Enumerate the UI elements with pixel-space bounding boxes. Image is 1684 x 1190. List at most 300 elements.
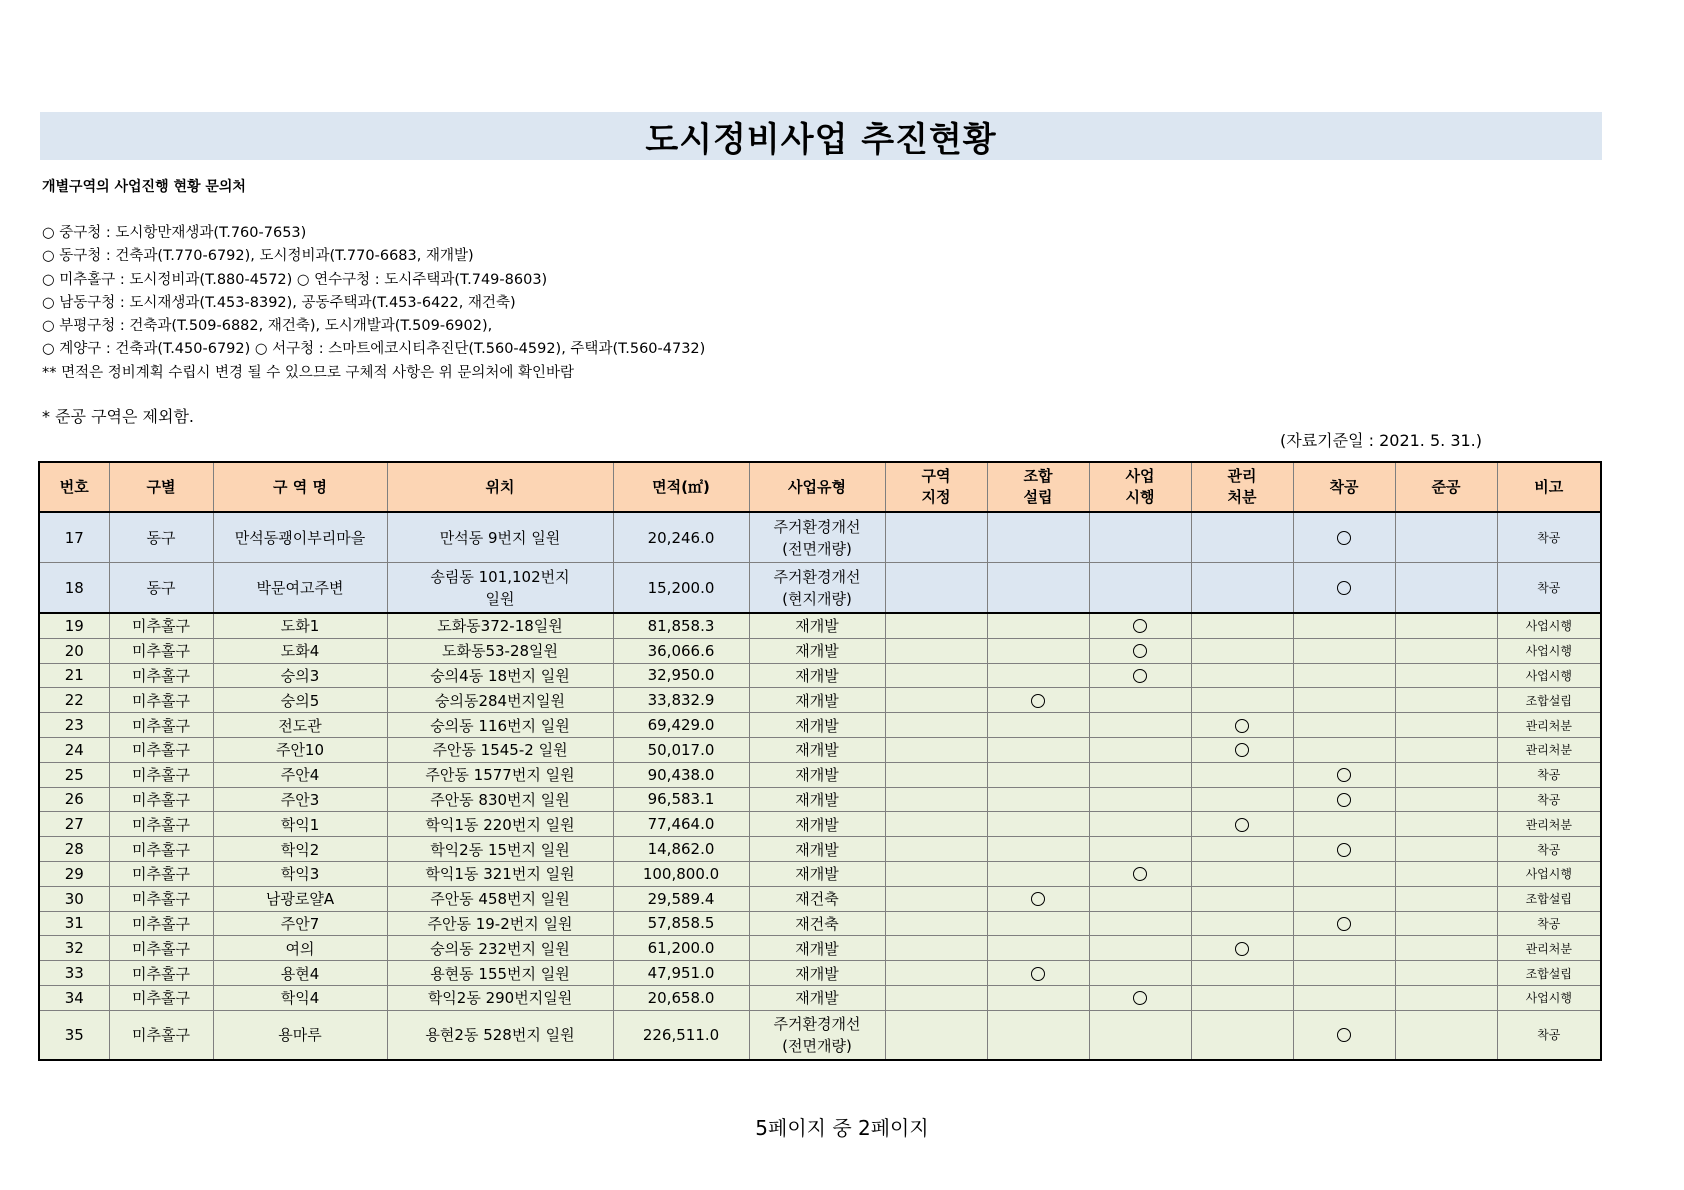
cell-zone-name: 학익3 [213, 861, 387, 886]
cell-remark: 착공 [1497, 837, 1601, 862]
cell-no: 27 [39, 812, 109, 837]
table-row [39, 936, 1601, 961]
cell-stage-1 [885, 512, 987, 563]
cell-district: 미추홀구 [109, 663, 213, 688]
cell-area: 47,951.0 [613, 961, 749, 986]
cell-stage-4 [1191, 812, 1293, 837]
cell-district: 동구 [109, 512, 213, 563]
cell-location: 도화동53-28일원 [387, 638, 613, 663]
cell-type: 재개발 [749, 737, 885, 762]
cell-stage-5 [1293, 638, 1395, 663]
cell-location: 도화동372-18일원 [387, 613, 613, 638]
table-row [39, 512, 1601, 563]
cell-stage-3 [1089, 713, 1191, 738]
cell-stage-2 [987, 812, 1089, 837]
stage-circle-icon [1337, 793, 1351, 807]
cell-zone-name: 학익4 [213, 985, 387, 1010]
cell-stage-5 [1293, 737, 1395, 762]
cell-stage-2 [987, 1010, 1089, 1060]
contact-line: ○ 남동구청 : 도시재생과(T.453-8392), 공동주택과(T.453-6422, 재건축) [42, 294, 516, 311]
cell-stage-6 [1395, 688, 1497, 713]
table-row [39, 1010, 1601, 1060]
table-row [39, 961, 1601, 986]
cell-type: 재개발 [749, 985, 885, 1010]
cell-district: 미추홀구 [109, 936, 213, 961]
header-location: 위치 [387, 462, 613, 512]
cell-no: 26 [39, 787, 109, 812]
stage-circle-icon [1133, 644, 1147, 658]
table-row [39, 713, 1601, 738]
stage-circle-icon [1337, 917, 1351, 931]
cell-location: 숭의4동 18번지 일원 [387, 663, 613, 688]
cell-zone-name: 주안3 [213, 787, 387, 812]
cell-district: 미추홀구 [109, 812, 213, 837]
cell-area: 20,658.0 [613, 985, 749, 1010]
cell-remark: 조합설립 [1497, 688, 1601, 713]
cell-location: 만석동 9번지 일원 [387, 512, 613, 563]
cell-stage-3 [1089, 563, 1191, 614]
stage-circle-icon [1031, 967, 1045, 981]
stage-circle-icon [1337, 843, 1351, 857]
cell-zone-name: 주안4 [213, 762, 387, 787]
cell-location: 주안동 1577번지 일원 [387, 762, 613, 787]
cell-type: 재개발 [749, 837, 885, 862]
cell-district: 미추홀구 [109, 638, 213, 663]
table-row [39, 787, 1601, 812]
cell-zone-name: 여의 [213, 936, 387, 961]
cell-type: 재개발 [749, 663, 885, 688]
cell-type: 재개발 [749, 961, 885, 986]
header-type: 사업유형 [749, 462, 885, 512]
cell-stage-6 [1395, 512, 1497, 563]
cell-stage-3 [1089, 837, 1191, 862]
cell-stage-1 [885, 762, 987, 787]
header-area: 면적(㎡) [613, 462, 749, 512]
cell-zone-name: 학익1 [213, 812, 387, 837]
stage-circle-icon [1337, 768, 1351, 782]
cell-stage-1 [885, 737, 987, 762]
cell-stage-4 [1191, 737, 1293, 762]
cell-no: 32 [39, 936, 109, 961]
cell-no: 19 [39, 613, 109, 638]
cell-district: 미추홀구 [109, 886, 213, 911]
cell-zone-name: 주안7 [213, 911, 387, 936]
area-notice: ** 면적은 정비계획 수립시 변경 될 수 있으므로 구체적 사항은 위 문의처에 확인바람 [42, 364, 575, 381]
table-row [39, 812, 1601, 837]
table-row [39, 613, 1601, 638]
cell-remark: 사업시행 [1497, 613, 1601, 638]
stage-circle-icon [1235, 942, 1249, 956]
cell-stage-1 [885, 861, 987, 886]
cell-no: 29 [39, 861, 109, 886]
stage-circle-icon [1031, 694, 1045, 708]
cell-stage-5 [1293, 512, 1395, 563]
cell-stage-6 [1395, 663, 1497, 688]
cell-stage-5 [1293, 812, 1395, 837]
cell-stage-1 [885, 1010, 987, 1060]
cell-remark: 착공 [1497, 512, 1601, 563]
cell-zone-name: 숭의5 [213, 688, 387, 713]
cell-stage-1 [885, 911, 987, 936]
cell-district: 미추홀구 [109, 911, 213, 936]
cell-location: 학익1동 220번지 일원 [387, 812, 613, 837]
table-row [39, 861, 1601, 886]
cell-type: 재개발 [749, 812, 885, 837]
cell-district: 미추홀구 [109, 688, 213, 713]
cell-stage-6 [1395, 1010, 1497, 1060]
cell-stage-5 [1293, 961, 1395, 986]
cell-type: 재개발 [749, 688, 885, 713]
cell-stage-6 [1395, 737, 1497, 762]
stage-circle-icon [1235, 719, 1249, 733]
cell-no: 30 [39, 886, 109, 911]
cell-remark: 조합설립 [1497, 886, 1601, 911]
cell-stage-3 [1089, 663, 1191, 688]
cell-area: 226,511.0 [613, 1010, 749, 1060]
cell-zone-name: 도화4 [213, 638, 387, 663]
cell-area: 33,832.9 [613, 688, 749, 713]
cell-location: 주안동 458번지 일원 [387, 886, 613, 911]
cell-remark: 관리처분 [1497, 812, 1601, 837]
cell-district: 미추홀구 [109, 762, 213, 787]
cell-stage-5 [1293, 837, 1395, 862]
cell-no: 18 [39, 563, 109, 614]
stage-circle-icon [1133, 991, 1147, 1005]
cell-stage-5 [1293, 911, 1395, 936]
cell-stage-1 [885, 713, 987, 738]
cell-stage-1 [885, 613, 987, 638]
cell-no: 23 [39, 713, 109, 738]
table-header-row [39, 462, 1601, 512]
cell-stage-4 [1191, 911, 1293, 936]
cell-district: 미추홀구 [109, 713, 213, 738]
cell-area: 29,589.4 [613, 886, 749, 911]
cell-stage-2 [987, 837, 1089, 862]
cell-location: 송림동 101,102번지 일원 [387, 563, 613, 614]
cell-location: 주안동 1545-2 일원 [387, 737, 613, 762]
cell-district: 미추홀구 [109, 961, 213, 986]
cell-type: 재개발 [749, 638, 885, 663]
cell-stage-2 [987, 936, 1089, 961]
cell-zone-name: 학익2 [213, 837, 387, 862]
cell-remark: 착공 [1497, 762, 1601, 787]
cell-stage-1 [885, 886, 987, 911]
table-row [39, 688, 1601, 713]
contact-line: ○ 동구청 : 건축과(T.770-6792), 도시정비과(T.770-6683, 재개발) [42, 248, 474, 265]
cell-stage-3 [1089, 613, 1191, 638]
data-reference-date: (자료기준일 : 2021. 5. 31.) [1280, 431, 1483, 450]
cell-stage-4 [1191, 762, 1293, 787]
cell-area: 50,017.0 [613, 737, 749, 762]
cell-no: 24 [39, 737, 109, 762]
cell-stage-5 [1293, 563, 1395, 614]
table-row [39, 737, 1601, 762]
cell-stage-1 [885, 961, 987, 986]
cell-stage-6 [1395, 812, 1497, 837]
header-project-implementation: 사업 시행 [1089, 462, 1191, 512]
cell-no: 35 [39, 1010, 109, 1060]
title-banner [40, 112, 1602, 160]
cell-area: 61,200.0 [613, 936, 749, 961]
contacts-heading: 개별구역의 사업진행 현황 문의처 [42, 179, 246, 195]
cell-stage-1 [885, 688, 987, 713]
table-row [39, 638, 1601, 663]
cell-type: 재개발 [749, 762, 885, 787]
cell-stage-5 [1293, 713, 1395, 738]
header-management-disposal: 관리 처분 [1191, 462, 1293, 512]
contact-line: ○ 계양구 : 건축과(T.450-6792) ○ 서구청 : 스마트에코시티추진단(T.560-4592), 주택과(T.560-4732) [42, 341, 706, 358]
cell-district: 미추홀구 [109, 861, 213, 886]
cell-district: 미추홀구 [109, 985, 213, 1010]
cell-stage-4 [1191, 961, 1293, 986]
cell-stage-4 [1191, 613, 1293, 638]
cell-stage-4 [1191, 713, 1293, 738]
cell-no: 22 [39, 688, 109, 713]
cell-location: 학익2동 15번지 일원 [387, 837, 613, 862]
cell-location: 숭의동 116번지 일원 [387, 713, 613, 738]
cell-stage-4 [1191, 837, 1293, 862]
page-number: 5페이지 중 2페이지 [755, 1116, 929, 1140]
table-row [39, 985, 1601, 1010]
cell-stage-2 [987, 663, 1089, 688]
cell-area: 100,800.0 [613, 861, 749, 886]
cell-stage-1 [885, 985, 987, 1010]
cell-stage-3 [1089, 1010, 1191, 1060]
cell-stage-5 [1293, 613, 1395, 638]
cell-location: 숭의동284번지일원 [387, 688, 613, 713]
cell-type: 재건축 [749, 911, 885, 936]
cell-stage-1 [885, 812, 987, 837]
cell-district: 미추홀구 [109, 787, 213, 812]
cell-stage-2 [987, 911, 1089, 936]
cell-stage-6 [1395, 762, 1497, 787]
cell-stage-2 [987, 886, 1089, 911]
cell-stage-2 [987, 563, 1089, 614]
cell-no: 33 [39, 961, 109, 986]
cell-district: 미추홀구 [109, 1010, 213, 1060]
header-construction-start: 착공 [1293, 462, 1395, 512]
cell-stage-1 [885, 663, 987, 688]
cell-zone-name: 전도관 [213, 713, 387, 738]
cell-stage-1 [885, 936, 987, 961]
cell-no: 17 [39, 512, 109, 563]
header-district: 구별 [109, 462, 213, 512]
cell-stage-4 [1191, 638, 1293, 663]
cell-area: 20,246.0 [613, 512, 749, 563]
cell-type: 재개발 [749, 613, 885, 638]
cell-remark: 사업시행 [1497, 861, 1601, 886]
cell-stage-6 [1395, 936, 1497, 961]
stage-circle-icon [1133, 619, 1147, 633]
cell-stage-5 [1293, 985, 1395, 1010]
cell-remark: 착공 [1497, 787, 1601, 812]
cell-stage-4 [1191, 787, 1293, 812]
stage-circle-icon [1235, 818, 1249, 832]
cell-stage-2 [987, 613, 1089, 638]
completed-excluded-note: * 준공 구역은 제외함. [42, 407, 194, 426]
cell-type: 주거환경개선 (전면개량) [749, 512, 885, 563]
cell-no: 34 [39, 985, 109, 1010]
cell-stage-4 [1191, 1010, 1293, 1060]
cell-no: 20 [39, 638, 109, 663]
cell-type: 재개발 [749, 936, 885, 961]
cell-type: 주거환경개선 (현지개량) [749, 563, 885, 614]
page-title: 도시정비사업 추진현황 [645, 119, 997, 160]
cell-stage-4 [1191, 563, 1293, 614]
stage-circle-icon [1133, 669, 1147, 683]
header-zone-designation: 구역 지정 [885, 462, 987, 512]
cell-type: 재건축 [749, 886, 885, 911]
cell-zone-name: 남광로얄A [213, 886, 387, 911]
cell-location: 용현2동 528번지 일원 [387, 1010, 613, 1060]
contact-line: ○ 중구청 : 도시항만재생과(T.760-7653) [42, 225, 307, 241]
cell-stage-2 [987, 713, 1089, 738]
cell-location: 숭의동 232번지 일원 [387, 936, 613, 961]
cell-stage-3 [1089, 911, 1191, 936]
cell-stage-4 [1191, 886, 1293, 911]
cell-stage-1 [885, 638, 987, 663]
cell-stage-3 [1089, 762, 1191, 787]
cell-stage-3 [1089, 688, 1191, 713]
cell-stage-6 [1395, 787, 1497, 812]
cell-area: 14,862.0 [613, 837, 749, 862]
cell-stage-2 [987, 737, 1089, 762]
header-remark: 비고 [1497, 462, 1601, 512]
table-row [39, 837, 1601, 862]
cell-stage-4 [1191, 688, 1293, 713]
cell-location: 학익2동 290번지일원 [387, 985, 613, 1010]
cell-stage-1 [885, 787, 987, 812]
cell-stage-5 [1293, 787, 1395, 812]
table-row [39, 762, 1601, 787]
cell-stage-4 [1191, 512, 1293, 563]
cell-area: 15,200.0 [613, 563, 749, 614]
cell-stage-5 [1293, 663, 1395, 688]
cell-district: 동구 [109, 563, 213, 614]
cell-area: 32,950.0 [613, 663, 749, 688]
cell-stage-1 [885, 563, 987, 614]
cell-remark: 조합설립 [1497, 961, 1601, 986]
cell-stage-3 [1089, 985, 1191, 1010]
table-row [39, 663, 1601, 688]
cell-remark: 착공 [1497, 911, 1601, 936]
cell-stage-6 [1395, 861, 1497, 886]
cell-remark: 관리처분 [1497, 936, 1601, 961]
cell-stage-4 [1191, 861, 1293, 886]
cell-remark: 착공 [1497, 563, 1601, 614]
cell-stage-3 [1089, 787, 1191, 812]
cell-stage-3 [1089, 737, 1191, 762]
cell-district: 미추홀구 [109, 613, 213, 638]
cell-stage-2 [987, 985, 1089, 1010]
table-row [39, 911, 1601, 936]
header-zone-name: 구 역 명 [213, 462, 387, 512]
cell-no: 21 [39, 663, 109, 688]
cell-zone-name: 용현4 [213, 961, 387, 986]
cell-type: 재개발 [749, 787, 885, 812]
cell-zone-name: 도화1 [213, 613, 387, 638]
cell-stage-3 [1089, 936, 1191, 961]
stage-circle-icon [1337, 581, 1351, 595]
table-row [39, 886, 1601, 911]
cell-area: 69,429.0 [613, 713, 749, 738]
cell-stage-6 [1395, 911, 1497, 936]
cell-no: 31 [39, 911, 109, 936]
cell-location: 용현동 155번지 일원 [387, 961, 613, 986]
cell-stage-6 [1395, 837, 1497, 862]
cell-stage-5 [1293, 762, 1395, 787]
cell-stage-6 [1395, 961, 1497, 986]
cell-district: 미추홀구 [109, 737, 213, 762]
contact-line: ○ 부평구청 : 건축과(T.509-6882, 재건축), 도시개발과(T.509-6902), [42, 318, 493, 335]
cell-location: 주안동 830번지 일원 [387, 787, 613, 812]
cell-remark: 사업시행 [1497, 985, 1601, 1010]
cell-no: 28 [39, 837, 109, 862]
cell-stage-2 [987, 787, 1089, 812]
stage-circle-icon [1337, 531, 1351, 545]
cell-stage-3 [1089, 512, 1191, 563]
cell-stage-5 [1293, 1010, 1395, 1060]
cell-area: 36,066.6 [613, 638, 749, 663]
stage-circle-icon [1337, 1028, 1351, 1042]
cell-type: 재개발 [749, 713, 885, 738]
cell-stage-6 [1395, 886, 1497, 911]
cell-stage-2 [987, 638, 1089, 663]
project-status-table [38, 461, 1602, 1061]
cell-stage-6 [1395, 638, 1497, 663]
cell-remark: 관리처분 [1497, 713, 1601, 738]
cell-stage-3 [1089, 638, 1191, 663]
cell-stage-6 [1395, 613, 1497, 638]
header-no: 번호 [39, 462, 109, 512]
cell-zone-name: 숭의3 [213, 663, 387, 688]
cell-zone-name: 주안10 [213, 737, 387, 762]
stage-circle-icon [1133, 867, 1147, 881]
cell-stage-2 [987, 861, 1089, 886]
cell-location: 주안동 19-2번지 일원 [387, 911, 613, 936]
cell-type: 주거환경개선 (전면개량) [749, 1010, 885, 1060]
cell-no: 25 [39, 762, 109, 787]
cell-stage-4 [1191, 936, 1293, 961]
cell-district: 미추홀구 [109, 837, 213, 862]
cell-area: 81,858.3 [613, 613, 749, 638]
cell-stage-1 [885, 837, 987, 862]
cell-stage-6 [1395, 563, 1497, 614]
cell-type: 재개발 [749, 861, 885, 886]
cell-stage-3 [1089, 812, 1191, 837]
stage-circle-icon [1235, 743, 1249, 757]
cell-stage-5 [1293, 886, 1395, 911]
cell-remark: 관리처분 [1497, 737, 1601, 762]
cell-zone-name: 만석동괭이부리마을 [213, 512, 387, 563]
cell-stage-2 [987, 688, 1089, 713]
cell-stage-5 [1293, 861, 1395, 886]
cell-stage-5 [1293, 936, 1395, 961]
cell-stage-3 [1089, 961, 1191, 986]
contacts-list [42, 222, 705, 385]
cell-stage-3 [1089, 861, 1191, 886]
stage-circle-icon [1031, 892, 1045, 906]
cell-stage-6 [1395, 713, 1497, 738]
cell-stage-5 [1293, 688, 1395, 713]
cell-area: 90,438.0 [613, 762, 749, 787]
cell-area: 96,583.1 [613, 787, 749, 812]
header-completion: 준공 [1395, 462, 1497, 512]
table-row [39, 563, 1601, 614]
cell-stage-2 [987, 961, 1089, 986]
cell-location: 학익1동 321번지 일원 [387, 861, 613, 886]
cell-stage-2 [987, 762, 1089, 787]
